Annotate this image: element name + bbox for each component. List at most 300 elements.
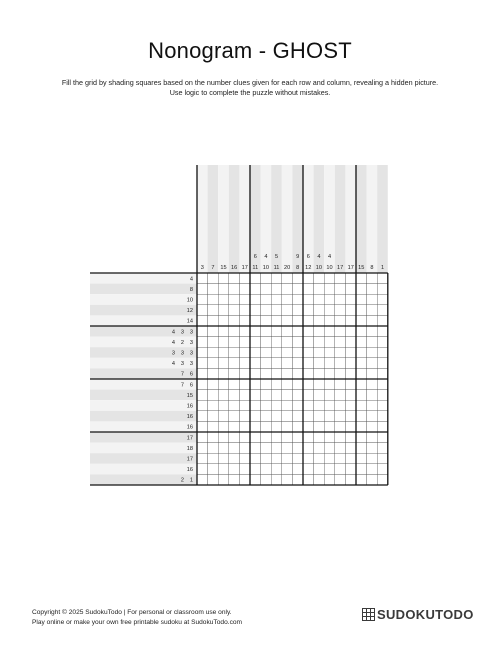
grid-cell[interactable]	[314, 326, 325, 337]
grid-cell[interactable]	[367, 347, 378, 358]
grid-cell[interactable]	[345, 421, 356, 432]
grid-cell[interactable]	[271, 305, 282, 316]
grid-cell[interactable]	[303, 305, 314, 316]
grid-cell[interactable]	[324, 453, 335, 464]
grid-cell[interactable]	[335, 421, 346, 432]
grid-cell[interactable]	[377, 347, 388, 358]
grid-cell[interactable]	[367, 474, 378, 485]
grid-cell[interactable]	[324, 464, 335, 475]
grid-cell[interactable]	[239, 400, 250, 411]
grid-cell[interactable]	[367, 368, 378, 379]
grid-cell[interactable]	[250, 400, 261, 411]
grid-cell[interactable]	[282, 358, 293, 369]
grid-cell[interactable]	[261, 337, 272, 348]
grid-cell[interactable]	[345, 326, 356, 337]
grid-cell[interactable]	[303, 273, 314, 284]
grid-cell[interactable]	[314, 315, 325, 326]
grid-cell[interactable]	[197, 273, 208, 284]
grid-cell[interactable]	[335, 347, 346, 358]
grid-cell[interactable]	[324, 315, 335, 326]
grid-cell[interactable]	[303, 326, 314, 337]
grid-cell[interactable]	[356, 368, 367, 379]
grid-cell[interactable]	[271, 443, 282, 454]
grid-cell[interactable]	[324, 432, 335, 443]
grid-cell[interactable]	[208, 400, 219, 411]
grid-cell[interactable]	[314, 368, 325, 379]
grid-cell[interactable]	[345, 284, 356, 295]
grid-cell[interactable]	[303, 315, 314, 326]
grid-cell[interactable]	[250, 432, 261, 443]
grid-cell[interactable]	[271, 411, 282, 422]
grid-cell[interactable]	[282, 294, 293, 305]
grid-cell[interactable]	[239, 443, 250, 454]
grid-cell[interactable]	[367, 284, 378, 295]
grid-cell[interactable]	[377, 368, 388, 379]
grid-cell[interactable]	[218, 284, 229, 295]
grid-cell[interactable]	[218, 368, 229, 379]
grid-cell[interactable]	[229, 294, 240, 305]
grid-cell[interactable]	[218, 474, 229, 485]
grid-cell[interactable]	[314, 400, 325, 411]
grid-cell[interactable]	[229, 474, 240, 485]
grid-cell[interactable]	[292, 411, 303, 422]
grid-cell[interactable]	[345, 358, 356, 369]
grid-cell[interactable]	[229, 368, 240, 379]
grid-cell[interactable]	[239, 315, 250, 326]
grid-cell[interactable]	[367, 390, 378, 401]
grid-cell[interactable]	[335, 358, 346, 369]
grid-cell[interactable]	[303, 347, 314, 358]
grid-cell[interactable]	[271, 368, 282, 379]
grid-cell[interactable]	[324, 443, 335, 454]
grid-cell[interactable]	[367, 379, 378, 390]
grid-cell[interactable]	[377, 273, 388, 284]
grid-cell[interactable]	[261, 474, 272, 485]
grid-cell[interactable]	[335, 390, 346, 401]
grid-cell[interactable]	[239, 453, 250, 464]
grid-cell[interactable]	[282, 315, 293, 326]
grid-cell[interactable]	[239, 464, 250, 475]
grid-cell[interactable]	[218, 273, 229, 284]
grid-cell[interactable]	[208, 464, 219, 475]
grid-cell[interactable]	[271, 284, 282, 295]
grid-cell[interactable]	[356, 432, 367, 443]
grid-cell[interactable]	[303, 464, 314, 475]
grid-cell[interactable]	[335, 273, 346, 284]
grid-cell[interactable]	[356, 411, 367, 422]
grid-cell[interactable]	[324, 368, 335, 379]
grid-cell[interactable]	[292, 443, 303, 454]
grid-cell[interactable]	[314, 464, 325, 475]
grid-cell[interactable]	[239, 284, 250, 295]
grid-cell[interactable]	[261, 379, 272, 390]
grid-cell[interactable]	[292, 453, 303, 464]
grid-cell[interactable]	[229, 453, 240, 464]
grid-cell[interactable]	[197, 368, 208, 379]
grid-cell[interactable]	[367, 400, 378, 411]
grid-cell[interactable]	[292, 315, 303, 326]
grid-cell[interactable]	[324, 337, 335, 348]
grid-cell[interactable]	[271, 400, 282, 411]
grid-cell[interactable]	[282, 347, 293, 358]
grid-cell[interactable]	[208, 326, 219, 337]
grid-cell[interactable]	[229, 284, 240, 295]
grid-cell[interactable]	[208, 421, 219, 432]
grid-cell[interactable]	[345, 453, 356, 464]
grid-cell[interactable]	[345, 305, 356, 316]
grid-cell[interactable]	[324, 326, 335, 337]
grid-cell[interactable]	[218, 315, 229, 326]
grid-cell[interactable]	[377, 453, 388, 464]
grid-cell[interactable]	[197, 421, 208, 432]
grid-cell[interactable]	[282, 443, 293, 454]
grid-cell[interactable]	[377, 474, 388, 485]
grid-cell[interactable]	[292, 390, 303, 401]
grid-cell[interactable]	[356, 464, 367, 475]
grid-cell[interactable]	[345, 443, 356, 454]
grid-cell[interactable]	[218, 453, 229, 464]
grid-cell[interactable]	[229, 358, 240, 369]
grid-cell[interactable]	[303, 432, 314, 443]
grid-cell[interactable]	[292, 400, 303, 411]
grid-cell[interactable]	[356, 400, 367, 411]
grid-cell[interactable]	[197, 315, 208, 326]
grid-cell[interactable]	[208, 390, 219, 401]
grid-cell[interactable]	[208, 443, 219, 454]
grid-cell[interactable]	[271, 358, 282, 369]
grid-cell[interactable]	[229, 411, 240, 422]
grid-cell[interactable]	[314, 421, 325, 432]
grid-cell[interactable]	[356, 326, 367, 337]
grid-cell[interactable]	[335, 474, 346, 485]
grid-cell[interactable]	[314, 432, 325, 443]
grid-cell[interactable]	[377, 411, 388, 422]
grid-cell[interactable]	[197, 453, 208, 464]
grid-cell[interactable]	[367, 358, 378, 369]
grid-cell[interactable]	[197, 284, 208, 295]
grid-cell[interactable]	[250, 443, 261, 454]
grid-cell[interactable]	[367, 337, 378, 348]
grid-cell[interactable]	[367, 326, 378, 337]
grid-cell[interactable]	[282, 464, 293, 475]
grid-cell[interactable]	[229, 400, 240, 411]
grid-cell[interactable]	[335, 305, 346, 316]
grid-cell[interactable]	[282, 400, 293, 411]
grid-cell[interactable]	[229, 337, 240, 348]
grid-cell[interactable]	[345, 474, 356, 485]
grid-cell[interactable]	[239, 347, 250, 358]
grid-cell[interactable]	[314, 474, 325, 485]
grid-cell[interactable]	[292, 368, 303, 379]
grid-cell[interactable]	[208, 284, 219, 295]
grid-cell[interactable]	[197, 305, 208, 316]
grid-cell[interactable]	[356, 347, 367, 358]
grid-cell[interactable]	[282, 453, 293, 464]
grid-cell[interactable]	[250, 315, 261, 326]
grid-cell[interactable]	[356, 284, 367, 295]
grid-cell[interactable]	[218, 400, 229, 411]
grid-cell[interactable]	[303, 294, 314, 305]
grid-cell[interactable]	[208, 358, 219, 369]
grid-cell[interactable]	[197, 474, 208, 485]
grid-cell[interactable]	[345, 368, 356, 379]
grid-cell[interactable]	[377, 443, 388, 454]
grid-cell[interactable]	[229, 379, 240, 390]
grid-cell[interactable]	[292, 273, 303, 284]
grid-cell[interactable]	[377, 315, 388, 326]
grid-cell[interactable]	[218, 294, 229, 305]
grid-cell[interactable]	[250, 273, 261, 284]
grid-cell[interactable]	[314, 284, 325, 295]
grid-cell[interactable]	[261, 368, 272, 379]
grid-cell[interactable]	[208, 411, 219, 422]
grid-cell[interactable]	[250, 326, 261, 337]
grid-cell[interactable]	[356, 337, 367, 348]
grid-cell[interactable]	[314, 379, 325, 390]
grid-cell[interactable]	[367, 305, 378, 316]
grid-cell[interactable]	[239, 421, 250, 432]
grid-cell[interactable]	[335, 284, 346, 295]
grid-cell[interactable]	[345, 464, 356, 475]
grid-cell[interactable]	[250, 294, 261, 305]
grid-cell[interactable]	[367, 294, 378, 305]
grid-cell[interactable]	[377, 294, 388, 305]
grid-cell[interactable]	[345, 432, 356, 443]
grid-cell[interactable]	[197, 326, 208, 337]
grid-cell[interactable]	[229, 305, 240, 316]
grid-cell[interactable]	[239, 358, 250, 369]
grid-cell[interactable]	[239, 273, 250, 284]
grid-cell[interactable]	[197, 464, 208, 475]
grid-cell[interactable]	[250, 464, 261, 475]
grid-cell[interactable]	[324, 347, 335, 358]
grid-cell[interactable]	[377, 432, 388, 443]
grid-cell[interactable]	[239, 305, 250, 316]
grid-cell[interactable]	[250, 421, 261, 432]
grid-cell[interactable]	[367, 432, 378, 443]
grid-cell[interactable]	[229, 464, 240, 475]
grid-cell[interactable]	[208, 432, 219, 443]
grid-cell[interactable]	[271, 337, 282, 348]
grid-cell[interactable]	[314, 294, 325, 305]
grid-cell[interactable]	[377, 305, 388, 316]
grid-cell[interactable]	[197, 411, 208, 422]
grid-cell[interactable]	[261, 294, 272, 305]
grid-cell[interactable]	[271, 326, 282, 337]
grid-cell[interactable]	[314, 337, 325, 348]
grid-cell[interactable]	[292, 305, 303, 316]
grid-cell[interactable]	[261, 315, 272, 326]
grid-cell[interactable]	[335, 368, 346, 379]
grid-cell[interactable]	[208, 337, 219, 348]
grid-cell[interactable]	[250, 411, 261, 422]
grid-cell[interactable]	[197, 337, 208, 348]
grid-cell[interactable]	[356, 294, 367, 305]
grid-cell[interactable]	[377, 400, 388, 411]
grid-cell[interactable]	[208, 474, 219, 485]
grid-cell[interactable]	[239, 379, 250, 390]
grid-cell[interactable]	[356, 443, 367, 454]
grid-cell[interactable]	[314, 358, 325, 369]
grid-cell[interactable]	[218, 305, 229, 316]
grid-cell[interactable]	[303, 368, 314, 379]
grid-cell[interactable]	[218, 432, 229, 443]
grid-cell[interactable]	[271, 421, 282, 432]
grid-cell[interactable]	[250, 453, 261, 464]
grid-cell[interactable]	[197, 390, 208, 401]
grid-cell[interactable]	[324, 294, 335, 305]
grid-cell[interactable]	[282, 368, 293, 379]
grid-cell[interactable]	[218, 358, 229, 369]
grid-cell[interactable]	[218, 347, 229, 358]
grid-cell[interactable]	[292, 284, 303, 295]
grid-cell[interactable]	[208, 305, 219, 316]
grid-cell[interactable]	[345, 315, 356, 326]
grid-cell[interactable]	[292, 326, 303, 337]
grid-cell[interactable]	[197, 347, 208, 358]
grid-cell[interactable]	[345, 347, 356, 358]
grid-cell[interactable]	[367, 411, 378, 422]
grid-cell[interactable]	[292, 474, 303, 485]
grid-cell[interactable]	[261, 421, 272, 432]
grid-cell[interactable]	[261, 347, 272, 358]
grid-cell[interactable]	[335, 443, 346, 454]
grid-cell[interactable]	[250, 284, 261, 295]
grid-cell[interactable]	[356, 453, 367, 464]
grid-cell[interactable]	[239, 368, 250, 379]
grid-cell[interactable]	[324, 305, 335, 316]
grid-cell[interactable]	[377, 337, 388, 348]
grid-cell[interactable]	[271, 474, 282, 485]
grid-cell[interactable]	[356, 273, 367, 284]
grid-cell[interactable]	[377, 390, 388, 401]
grid-cell[interactable]	[208, 379, 219, 390]
grid-cell[interactable]	[356, 379, 367, 390]
grid-cell[interactable]	[345, 273, 356, 284]
grid-cell[interactable]	[292, 421, 303, 432]
grid-cell[interactable]	[261, 432, 272, 443]
grid-cell[interactable]	[335, 379, 346, 390]
grid-cell[interactable]	[197, 379, 208, 390]
grid-cell[interactable]	[314, 390, 325, 401]
grid-cell[interactable]	[356, 474, 367, 485]
grid-cell[interactable]	[292, 432, 303, 443]
grid-cell[interactable]	[324, 400, 335, 411]
grid-cell[interactable]	[218, 464, 229, 475]
grid-cell[interactable]	[250, 347, 261, 358]
grid-cell[interactable]	[282, 421, 293, 432]
grid-cell[interactable]	[335, 294, 346, 305]
grid-cell[interactable]	[229, 421, 240, 432]
grid-cell[interactable]	[197, 443, 208, 454]
grid-cell[interactable]	[324, 284, 335, 295]
grid-cell[interactable]	[261, 411, 272, 422]
grid-cell[interactable]	[218, 337, 229, 348]
grid-cell[interactable]	[208, 368, 219, 379]
grid-cell[interactable]	[292, 337, 303, 348]
grid-cell[interactable]	[271, 390, 282, 401]
grid-cell[interactable]	[303, 474, 314, 485]
grid-cell[interactable]	[377, 421, 388, 432]
grid-cell[interactable]	[303, 284, 314, 295]
grid-cell[interactable]	[314, 305, 325, 316]
grid-cell[interactable]	[377, 358, 388, 369]
grid-cell[interactable]	[335, 453, 346, 464]
grid-cell[interactable]	[208, 273, 219, 284]
grid-cell[interactable]	[367, 273, 378, 284]
grid-cell[interactable]	[271, 379, 282, 390]
grid-cell[interactable]	[271, 273, 282, 284]
grid-cell[interactable]	[324, 474, 335, 485]
grid-cell[interactable]	[282, 326, 293, 337]
grid-cell[interactable]	[335, 326, 346, 337]
grid-cell[interactable]	[335, 337, 346, 348]
grid-cell[interactable]	[367, 421, 378, 432]
grid-cell[interactable]	[261, 358, 272, 369]
grid-cell[interactable]	[239, 390, 250, 401]
grid-cell[interactable]	[208, 453, 219, 464]
grid-cell[interactable]	[271, 347, 282, 358]
grid-cell[interactable]	[282, 337, 293, 348]
grid-cell[interactable]	[271, 453, 282, 464]
grid-cell[interactable]	[292, 379, 303, 390]
grid-cell[interactable]	[229, 432, 240, 443]
grid-cell[interactable]	[324, 390, 335, 401]
grid-cell[interactable]	[314, 411, 325, 422]
grid-cell[interactable]	[208, 315, 219, 326]
grid-cell[interactable]	[303, 358, 314, 369]
grid-cell[interactable]	[197, 358, 208, 369]
grid-cell[interactable]	[356, 315, 367, 326]
grid-cell[interactable]	[335, 315, 346, 326]
grid-cell[interactable]	[250, 390, 261, 401]
grid-cell[interactable]	[303, 443, 314, 454]
grid-cell[interactable]	[345, 411, 356, 422]
grid-cell[interactable]	[218, 379, 229, 390]
grid-cell[interactable]	[250, 305, 261, 316]
grid-cell[interactable]	[218, 326, 229, 337]
grid-cell[interactable]	[367, 453, 378, 464]
grid-cell[interactable]	[345, 379, 356, 390]
grid-cell[interactable]	[367, 464, 378, 475]
grid-cell[interactable]	[271, 464, 282, 475]
grid-cell[interactable]	[292, 347, 303, 358]
grid-cell[interactable]	[303, 337, 314, 348]
grid-cell[interactable]	[239, 411, 250, 422]
grid-cell[interactable]	[282, 411, 293, 422]
grid-cell[interactable]	[197, 432, 208, 443]
grid-cell[interactable]	[292, 294, 303, 305]
grid-cell[interactable]	[218, 421, 229, 432]
grid-cell[interactable]	[282, 284, 293, 295]
grid-cell[interactable]	[261, 305, 272, 316]
grid-cell[interactable]	[303, 390, 314, 401]
grid-cell[interactable]	[208, 294, 219, 305]
grid-cell[interactable]	[335, 400, 346, 411]
grid-cell[interactable]	[261, 443, 272, 454]
grid-cell[interactable]	[239, 294, 250, 305]
grid-cell[interactable]	[303, 379, 314, 390]
grid-cell[interactable]	[377, 326, 388, 337]
grid-cell[interactable]	[261, 326, 272, 337]
grid-cell[interactable]	[314, 453, 325, 464]
grid-cell[interactable]	[250, 337, 261, 348]
grid-cell[interactable]	[250, 379, 261, 390]
grid-cell[interactable]	[335, 411, 346, 422]
grid-cell[interactable]	[282, 305, 293, 316]
grid-cell[interactable]	[335, 464, 346, 475]
grid-cell[interactable]	[261, 390, 272, 401]
